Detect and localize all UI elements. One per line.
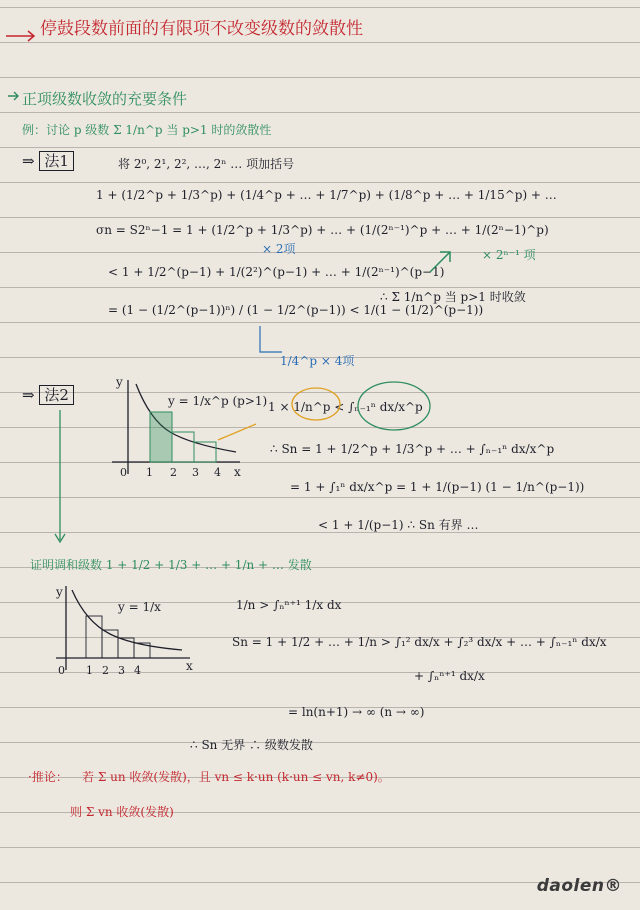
notebook-brand-logo: daolen® [536,876,622,896]
svg-text:y: y [56,585,63,599]
series-line-2: σn = S2ⁿ−1 = 1 + (1/2^p + 1/3^p) + … + (1/(2ⁿ⁻¹)^p + … + 1/(2ⁿ−1)^p) [96,223,549,237]
corollary-text-1: 若 Σ un 收敛(发散)，且 vn ≤ k·un (k·un ≤ vn, k≠0)。 [82,770,390,784]
svg-text:1: 1 [146,466,153,479]
svg-text:1: 1 [86,664,93,677]
title-arrow-icon [6,31,34,41]
heading-arrow-icon [8,92,18,100]
method1-label: 法1 [39,151,74,171]
annotation-2-terms: × 2项 [262,242,296,256]
curve-label-1: y = 1/x^p (p>1) [168,394,268,408]
svg-text:4: 4 [214,466,221,479]
harmonic-line-1: 1/n > ∫ₙⁿ⁺¹ 1/x dx [236,598,342,612]
page-title: 停鼓段数前面的有限项不改变级数的敛散性 [40,19,363,39]
harmonic-line-2: Sn = 1 + 1/2 + … + 1/n > ∫₁² dx/x + ∫₂³ dx/x + … + ∫ₙ₋₁ⁿ dx/x [232,635,607,649]
inequality-integral: 1 × 1/n^p < ∫ₙ₋₁ⁿ dx/x^p [268,400,423,414]
series-line-3: < 1 + 1/2^(p−1) + 1/(2²)^(p−1) + … + 1/(2ⁿ⁻¹)^(p−1) [108,265,445,279]
series-line-1: 1 + (1/2^p + 1/3^p) + (1/4^p + … + 1/7^p) + (1/8^p + … + 1/15^p) + … [96,188,557,202]
svg-text:4: 4 [134,664,141,677]
green-arrow-up-icon [430,252,450,272]
method2-label: 法2 [39,385,74,405]
svg-text:0: 0 [120,466,127,479]
bracket-line [260,326,282,352]
harmonic-line-4: = ln(n+1) → ∞ (n → ∞) [288,705,425,719]
annotation-2n-terms: × 2ⁿ⁻¹ 项 [482,248,536,262]
sum-line-2: = 1 + ∫₁ⁿ dx/x^p = 1 + 1/(p−1) (1 − 1/n^(p−1)) [290,480,585,494]
curve-label-2: y = 1/x [118,600,161,614]
svg-text:x: x [234,465,241,479]
annotation-4-terms: 1/4^p × 4项 [280,354,355,368]
harmonic-line-3: + ∫ₙⁿ⁺¹ dx/x [414,669,485,683]
corollary-text-2: 则 Σ vn 收敛(发散) [70,805,174,819]
svg-text:x: x [186,659,193,673]
vertical-arrow-icon [55,410,65,542]
section3-heading: 证明调和级数 1 + 1/2 + 1/3 + … + 1/n + … 发散 [30,558,312,572]
series-line-4: = (1 − (1/2^(p−1))ⁿ) / (1 − 1/2^(p−1)) < 1/(1 − (1/2)^(p−1)) [108,303,484,317]
example-text: 例：讨论 p 级数 Σ 1/n^p 当 p>1 时的敛散性 [22,123,272,137]
sum-line-3: < 1 + 1/(p−1) ∴ Sn 有界 … [318,518,479,532]
section1-heading: 正项级数收敛的充要条件 [22,90,188,108]
svg-text:0: 0 [58,664,65,677]
arrow-icon-2: ⇒ [22,386,35,404]
svg-text:3: 3 [192,466,199,479]
svg-text:3: 3 [118,664,125,677]
method1-text: 将 2⁰, 2¹, 2², …, 2ⁿ … 项加括号 [118,157,295,171]
harmonic-line-5: ∴ Sn 无界 ∴ 级数发散 [190,738,313,752]
graph-1 [112,375,430,479]
corollary-label: ·推论： [28,770,68,784]
svg-text:2: 2 [102,664,109,677]
svg-text:y: y [116,375,123,389]
conclusion-1: ∴ Σ 1/n^p 当 p>1 时收敛 [380,290,526,304]
arrow-icon: ⇒ [22,152,35,170]
svg-text:2: 2 [170,466,177,479]
graph-2 [55,585,193,677]
sum-line-1: ∴ Sn = 1 + 1/2^p + 1/3^p + … + ∫ₙ₋₁ⁿ dx/x^p [270,442,555,456]
